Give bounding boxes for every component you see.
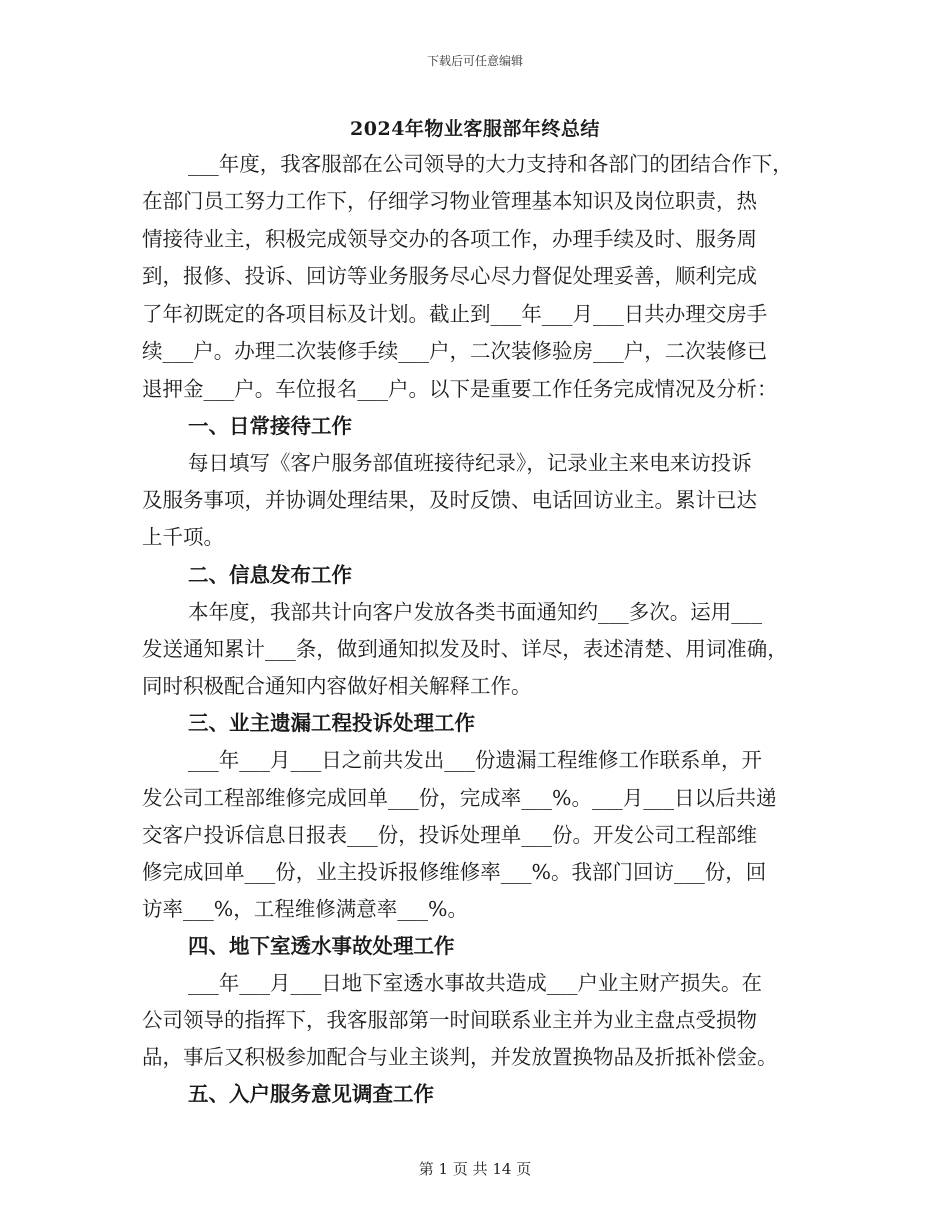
body-line: 到，报修、投诉、回访等业务服务尽心尽力督促处理妥善，顺利完成: [142, 264, 757, 288]
body-line: 交客户投诉信息日报表___份，投诉处理单___份。开发公司工程部维: [142, 823, 757, 847]
page-number: 第 1 页 共 14 页: [418, 1160, 532, 1178]
body-line: 公司领导的指挥下，我客服部第一时间联系业主并为业主盘点受损物: [142, 1008, 757, 1032]
body-line: 发送通知累计___条，做到通知拟发及时、详尽，表述清楚、用词准确，: [142, 637, 788, 661]
body-line: 修完成回单___份，业主投诉报修维修率___%。我部门回访___份，回: [142, 860, 767, 884]
document-title: 2024年物业客服部年终总结: [350, 118, 600, 140]
body-line: 退押金___户。车位报名___户。以下是重要工作任务完成情况及分析：: [142, 377, 778, 401]
body-line: ___年___月___日地下室透水事故共造成___户业主财产损失。在: [188, 971, 762, 995]
body-line: ___年___月___日之前共发出___份遗漏工程维修工作联系单，开: [188, 748, 762, 772]
body-line: 及服务事项，并协调处理结果，及时反馈、电话回访业主。累计已达: [142, 488, 757, 512]
body-line: 续___户。办理二次装修手续___户，二次装修验房___户，二次装修已: [142, 339, 768, 363]
body-line: 上千项。: [142, 525, 224, 549]
body-line: 了年初既定的各项目标及计划。截止到___年___月___日共办理交房手: [142, 302, 768, 326]
section-heading: 三、业主遗漏工程投诉处理工作: [188, 711, 475, 735]
body-line: 情接待业主，积极完成领导交办的各项工作，办理手续及时、服务周: [142, 227, 757, 251]
section-heading: 四、地下室透水事故处理工作: [188, 934, 455, 958]
body-line: 每日填写《客户服务部值班接待纪录》，记录业主来电来访投诉: [188, 451, 752, 475]
body-line: 本年度，我部共计向客户发放各类书面通知约___多次。运用___: [188, 600, 762, 624]
section-heading: 五、入户服务意见调查工作: [188, 1082, 434, 1106]
body-line: 在部门员工努力工作下，仔细学习物业管理基本知识及岗位职责，热: [142, 189, 757, 213]
section-heading: 二、信息发布工作: [188, 563, 352, 587]
header-note: 下载后可任意编辑: [426, 54, 523, 68]
body-line: 品，事后又积极参加配合与业主谈判，并发放置换物品及折抵补偿金。: [142, 1045, 778, 1069]
body-line: ___年度，我客服部在公司领导的大力支持和各部门的团结合作下，: [188, 152, 793, 176]
body-line: 发公司工程部维修完成回单___份，完成率___%。___月___日以后共递: [142, 786, 777, 810]
body-line: 同时积极配合通知内容做好相关解释工作。: [142, 674, 532, 698]
section-heading: 一、日常接待工作: [188, 414, 352, 438]
body-line: 访率___%，工程维修满意率___%。: [142, 897, 468, 921]
